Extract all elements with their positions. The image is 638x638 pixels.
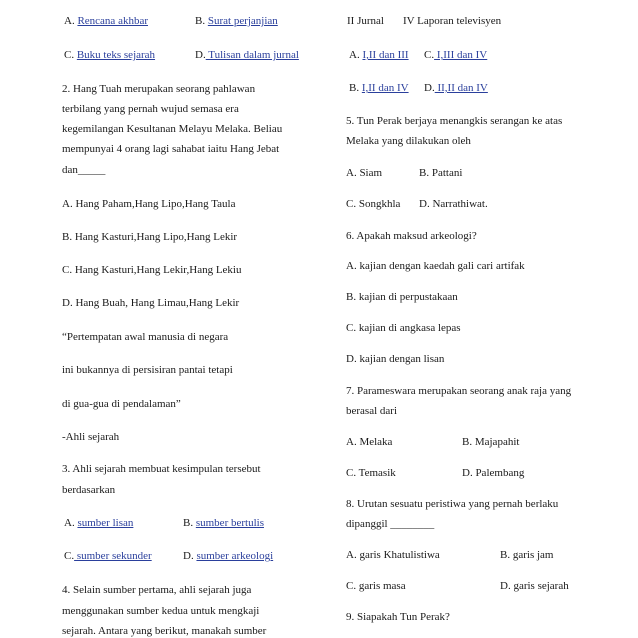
option-link[interactable]: sumber sekunder (74, 550, 152, 562)
q6-stem: 6. Apakah maksud arkeologi? (346, 230, 477, 242)
q5-option-a: A. Siam (346, 167, 383, 179)
option-link[interactable]: Tulisan dalam jurnal (205, 49, 299, 61)
q2-option-c: C. Hang Kasturi,Hang Lekir,Hang Lekiu (62, 264, 242, 276)
q3-option-a (64, 516, 133, 530)
q3-stem: berdasarkan (62, 484, 116, 496)
q2-stem: kegemilangan Kesultanan Melayu Melaka. Beliau (62, 123, 283, 135)
choice-c (424, 48, 487, 62)
q7-option-d: D. Palembang (462, 467, 525, 479)
option-link[interactable]: I,III dan IV (434, 49, 488, 61)
item-iv: IV Laporan televisyen (403, 15, 502, 27)
q5-option-c: C. Songkhla (346, 198, 401, 210)
option-letter: D. (195, 49, 206, 61)
q5-option-d: D. Narrathiwat. (419, 198, 488, 210)
q8-stem: dipanggil ________ (346, 518, 435, 530)
q1-option-b (195, 14, 278, 28)
q8-stem: 8. Urutan sesuatu peristiwa yang pernah berlaku (346, 498, 559, 510)
q4-stem: menggunakan sumber kedua untuk mengkaji (62, 605, 260, 617)
quote-line: ini bukannya di persisiran pantai tetapi (62, 364, 233, 376)
q3-option-b (183, 516, 264, 530)
q7-stem: berasal dari (346, 405, 397, 417)
q1-option-a (64, 14, 148, 28)
q8-option-b: B. garis jam (500, 549, 554, 561)
q5-stem: Melaka yang dilakukan oleh (346, 135, 471, 147)
q3-option-c (64, 549, 152, 563)
option-letter: A. (64, 15, 75, 27)
q7-option-a: A. Melaka (346, 436, 393, 448)
quote-attribution: -Ahli sejarah (62, 431, 120, 443)
q6-option-d: D. kajian dengan lisan (346, 353, 445, 365)
option-link[interactable]: I,II dan III (362, 49, 409, 61)
choice-b (349, 81, 409, 95)
item-ii: II Jurnal (347, 15, 384, 27)
quote-line: “Pertempatan awal manusia di negara (62, 331, 229, 343)
option-letter: B. (195, 15, 206, 27)
q5-stem: 5. Tun Perak berjaya menangkis serangan ke atas (346, 115, 563, 127)
option-letter: B. (349, 82, 360, 94)
q7-option-c: C. Temasik (346, 467, 396, 479)
q6-option-c: C. kajian di angkasa lepas (346, 322, 461, 334)
q7-stem: 7. Parameswara merupakan seorang anak raja yang (346, 385, 572, 397)
option-letter: B. (183, 517, 194, 529)
q5-option-b: B. Pattani (419, 167, 463, 179)
option-letter: A. (64, 517, 75, 529)
q7-option-b: B. Majapahit (462, 436, 520, 448)
q2-stem: terbilang yang pernah wujud semasa era (62, 103, 239, 115)
q2-option-d: D. Hang Buah, Hang Limau,Hang Lekir (62, 297, 240, 309)
option-letter: C. (64, 550, 75, 562)
option-link[interactable]: I,II dan IV (361, 82, 409, 94)
option-link[interactable]: Rencana akhbar (77, 15, 148, 27)
option-letter: C. (424, 49, 435, 61)
q3-option-d (183, 549, 273, 563)
q2-option-a: A. Hang Paham,Hang Lipo,Hang Taula (62, 198, 236, 210)
q9-stem: 9. Siapakah Tun Perak? (346, 611, 450, 623)
q1-option-c (64, 48, 155, 62)
choice-d (424, 81, 488, 95)
choice-a (349, 48, 409, 62)
option-letter: C. (64, 49, 75, 61)
q8-option-d: D. garis sejarah (500, 580, 569, 592)
option-link[interactable]: Surat perjanjian (207, 15, 278, 27)
option-letter: A. (349, 49, 360, 61)
option-letter: D. (424, 82, 435, 94)
q2-stem: dan_____ (62, 164, 106, 176)
q4-stem: sejarah. Antara yang berikut, manakah sumber (62, 625, 267, 637)
option-link[interactable]: sumber bertulis (195, 517, 264, 529)
q2-stem: 2. Hang Tuah merupakan seorang pahlawan (62, 83, 256, 95)
q4-stem: 4. Selain sumber pertama, ahli sejarah juga (62, 584, 252, 596)
option-link[interactable]: Buku teks sejarah (76, 49, 156, 61)
q8-option-a: A. garis Khatulistiwa (346, 549, 440, 561)
q6-option-b: B. kajian di perpustakaan (346, 291, 458, 303)
q8-option-c: C. garis masa (346, 580, 406, 592)
option-link[interactable]: II,II dan IV (434, 82, 488, 94)
option-link[interactable]: sumber arkeologi (196, 550, 274, 562)
q3-stem: 3. Ahli sejarah membuat kesimpulan tersebut (62, 463, 261, 475)
quote-line: di gua-gua di pendalaman” (62, 398, 181, 410)
q1-option-d (195, 48, 299, 62)
q2-stem: mempunyai 4 orang lagi sahabat iaitu Hang Jebat (62, 143, 280, 155)
option-link[interactable]: sumber lisan (77, 517, 134, 529)
option-letter: D. (183, 550, 194, 562)
q6-option-a: A. kajian dengan kaedah gali cari artifak (346, 260, 525, 272)
q2-option-b: B. Hang Kasturi,Hang Lipo,Hang Lekir (62, 231, 238, 243)
